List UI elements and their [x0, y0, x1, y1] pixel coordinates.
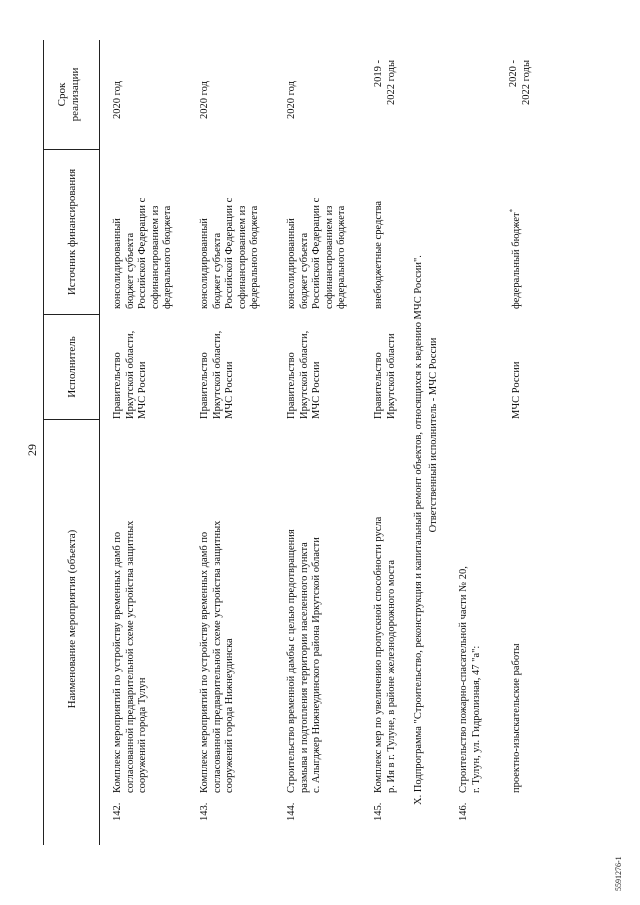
footnote-mark: * [508, 208, 517, 213]
document-code: 5591276-1 [614, 856, 623, 891]
subprogram-title: X. Подпрограмма "Строительство, реконструкция и капитальный ремонт объектов, относящихся к ведению МЧС России". [413, 255, 424, 805]
row-145-source: внебюджетные средства [373, 200, 384, 309]
row-142-term: 2020 год [112, 81, 123, 119]
row-142-source: консолидированный бюджет субъекта Российской Федерации с софинансированием из федерального бюджета [112, 197, 173, 309]
row-146-term: 2020 - 2022 годы [508, 60, 532, 106]
row-146-subitem: проектно-изыскательские работы [511, 643, 522, 793]
row-142-executor: Правительство Иркутской области, МЧС России [112, 330, 148, 419]
row-145-number: 145. [373, 802, 384, 821]
row-143-executor: Правительство Иркутской области, МЧС России [199, 330, 235, 419]
subprogram-responsible: Ответственный исполнитель - МЧС России [428, 337, 439, 533]
row-146-name: Строительство пожарно-спасательной части № 20, г. Тулун, ул. Гидролизная, 47 "а": [458, 566, 482, 793]
row-142-name: Комплекс мероприятий по устройству временных дамб по согласованной предварительной схеме устройства защитных сооружений города Тулун [112, 520, 148, 793]
header-term: Срок реализации [56, 67, 81, 122]
row-144-executor: Правительство Иркутской области, МЧС России [286, 330, 322, 419]
header-name: Наименование мероприятия (объекта) [66, 529, 78, 709]
col-divider-executor [43, 419, 99, 420]
row-146-source-text: федеральный бюджет [511, 212, 522, 309]
row-144-name: Строительство временной дамбы с целью предотвращения размыва и подтопления территории населенного пункта с. Алыгджер Нижнеудинского района Иркутской области [286, 529, 322, 793]
row-146-executor: МЧС России [511, 361, 522, 419]
row-145-name: Комплекс мер по увеличению пропускной способности русла р. Ия в г. Тулуне, в районе железнодорожного моста [373, 516, 397, 793]
header-bottom-rule [99, 40, 100, 845]
header-executor: Исполнитель [66, 336, 78, 398]
row-143-term: 2020 год [199, 81, 210, 119]
row-143-source: консолидированный бюджет субъекта Российской Федерации с софинансированием из федерального бюджета [199, 197, 260, 309]
row-142-number: 142. [112, 802, 123, 821]
row-145-executor: Правительство Иркутской области [373, 333, 397, 419]
row-143-number: 143. [199, 802, 210, 821]
row-146-number: 146. [458, 802, 469, 821]
page-number: 29 [25, 444, 39, 456]
row-143-name: Комплекс мероприятий по устройству временных дамб по согласованной предварительной схеме устройства защитных сооружений города Нижнеудинска [199, 520, 235, 793]
row-144-term: 2020 год [286, 81, 297, 119]
row-146-source [508, 154, 524, 309]
header-source: Источник финансирования [66, 168, 78, 296]
row-144-source: консолидированный бюджет субъекта Российской Федерации с софинансированием из федерального бюджета [286, 197, 347, 309]
row-145-term: 2019 - 2022 годы [373, 60, 397, 106]
row-144-number: 144. [286, 802, 297, 821]
table-top-rule [43, 40, 44, 845]
